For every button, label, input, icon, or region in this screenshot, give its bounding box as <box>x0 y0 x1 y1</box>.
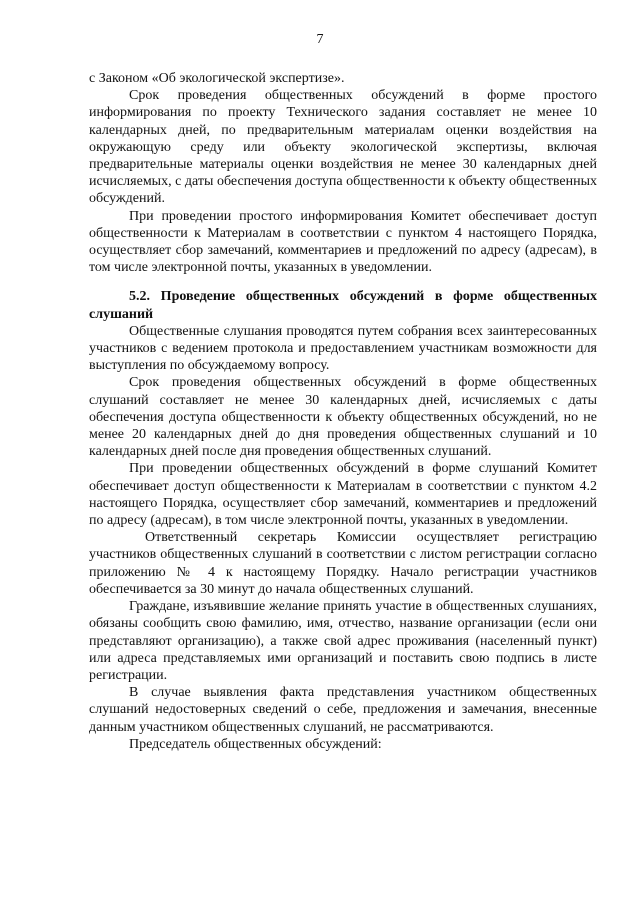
paragraph: Общественные слушания проводятся путем собрания всех заинтересованных участников с ведением протокола и предоставлением участникам возможности для выступления по обсуждаемому вопросу. <box>89 323 597 374</box>
paragraph: Ответственный секретарь Комиссии осуществляет регистрацию участников общественных слушаний в соответствии с листом регистрации согласно приложению № 4 к настоящему Порядку. Начало регистрации участников обеспечивается за 30 минут до начала общественных слушаний. <box>89 530 597 597</box>
paragraph: Срок проведения общественных обсуждений в форме общественных слушаний составляет не менее 30 календарных дней, исчисляемых с даты обеспечения доступа общественности к объекту общественных обсуждений, но не менее 20 календарных дней до дня проведения общественных слушаний и 10 календарных дней после дня проведения общественных слушаний. <box>89 375 597 460</box>
document-body <box>89 70 597 753</box>
paragraph: В случае выявления факта представления участником общественных слушаний недостоверных сведений о себе, предложения и замечания, внесенные данным участником общественных слушаний, не рассматриваются. <box>89 685 597 735</box>
paragraph: При проведении простого информирования Комитет обеспечивает доступ общественности к Материалам в соответствии с пунктом 4 настоящего Порядка, осуществляет сбор замечаний, комментариев и предложений по адресу (адресам), в том числе электронной почты, указанных в уведомлении. <box>89 208 597 276</box>
paragraph: При проведении общественных обсуждений в форме слушаний Комитет обеспечивает доступ общественности к Материалам в соответствии с пунктом 4.2 настоящего Порядка, осуществляет сбор замечаний, комментариев и предложений по адресу (адресам), в том числе электронной почты, указанных в уведомлении. <box>89 461 597 529</box>
section-heading: 5.2. Проведение общественных обсуждений в форме общественных слушаний <box>89 289 597 322</box>
paragraph: Председатель общественных обсуждений: <box>129 736 382 752</box>
paragraph: Граждане, изъявившие желание принять участие в общественных слушаниях, обязаны сообщить свою фамилию, имя, отчество, название организации (если они представляют организацию), а также свой адрес проживания (населенный пункт) или адреса представляемых ими организаций и поставить свою подпись в листе регистрации. <box>89 599 597 683</box>
paragraph: с Законом «Об экологической экспертизе». <box>89 71 345 86</box>
paragraph: Срок проведения общественных обсуждений в форме простого информирования по проекту Технического задания составляет не менее 10 календарных дней, по предварительным материалам оценки воздействия на окружающую среду или объекту экологической экспертизы, включая предварительные материалы оценки воздействия не менее 30 календарных дней исчисляемых, с даты обеспечения доступа общественности к объекту общественных обсуждений. <box>89 88 597 207</box>
page-number: 7 <box>316 32 324 47</box>
